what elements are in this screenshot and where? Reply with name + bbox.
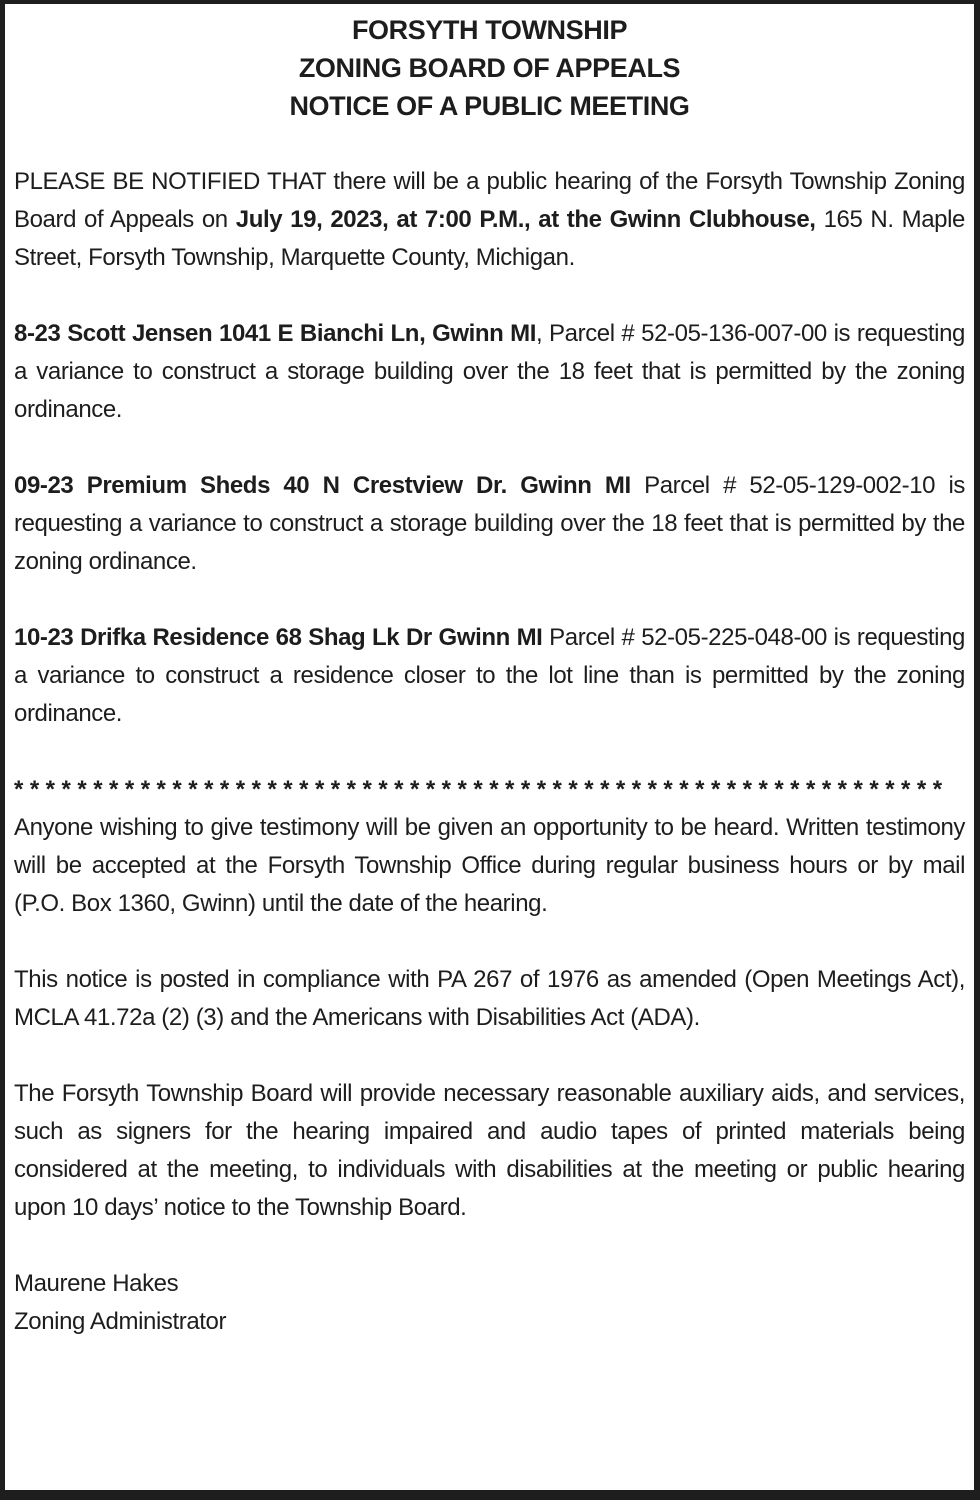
notice-title-line-3: NOTICE OF A PUBLIC MEETING [289,91,690,121]
case-10-23-lead: 10-23 Drifka Residence 68 Shag Lk Dr Gwinn MI [14,624,543,651]
notice-title-line-2: ZONING BOARD OF APPEALS [298,53,681,83]
case-10-23-body: Parcel # 52-05-225-048-00 is requesting a variance to construct a residence closer to the lot line than is permitted by the zoning ordinance. [14,624,965,727]
testimony-paragraph: Anyone wishing to give testimony will be given an opportunity to be heard. Written testimony will be accepted at the Forsyth Township Office during regular business hours or by mail (P.O. Box 1360, Gwinn) until the date of the hearing. [14,814,965,917]
accommodations-paragraph: The Forsyth Township Board will provide necessary reasonable auxiliary aids, and services, such as signers for the hearing impaired and audio tapes of printed materials being considered at the meeting, to individuals with disabilities at the meeting or public hearing upon 10 days’ notice to the Township Board. [14,1080,965,1221]
intro-text-pre: PLEASE BE NOTIFIED THAT there will be a public hearing of the Forsyth Township Zoning Board of Appeals on [14,168,965,233]
case-09-23-lead: 09-23 Premium Sheds 40 N Crestview Dr. Gwinn MI [14,472,631,499]
case-8-23-lead: 8-23 Scott Jensen 1041 E Bianchi Ln, Gwinn MI [14,320,537,347]
notice-title-line-1: FORSYTH TOWNSHIP [351,15,628,45]
case-paragraph-10-23 [14,619,965,733]
case-8-23-body: , Parcel # 52-05-136-007-00 is requesting a variance to construct a storage building over the 18 feet that is permitted by the zoning ordinance. [14,320,965,423]
intro-paragraph [14,163,965,277]
signature-name: Maurene Hakes [14,1270,179,1297]
case-paragraph-09-23 [14,467,965,581]
case-09-23-body: Parcel # 52-05-129-002-10 is requesting a variance to construct a storage building over the 18 feet that is permitted by the zoning ordinance. [14,472,966,575]
intro-text-post: 165 N. Maple Street, Forsyth Township, Marquette County, Michigan. [14,206,965,271]
notice-title [14,11,965,125]
signature-block [14,1265,965,1341]
case-paragraph-8-23 [14,315,965,429]
signature-title: Zoning Administrator [14,1308,227,1335]
intro-meeting-datetime: July 19, 2023, at 7:00 P.M., at the Gwinn Clubhouse, [235,206,816,233]
asterisk-separator: *********************************************************** [14,776,949,803]
compliance-paragraph: This notice is posted in compliance with PA 267 of 1976 as amended (Open Meetings Act), MCLA 41.72a (2) (3) and the Americans with Disabilities Act (ADA). [14,966,965,1031]
